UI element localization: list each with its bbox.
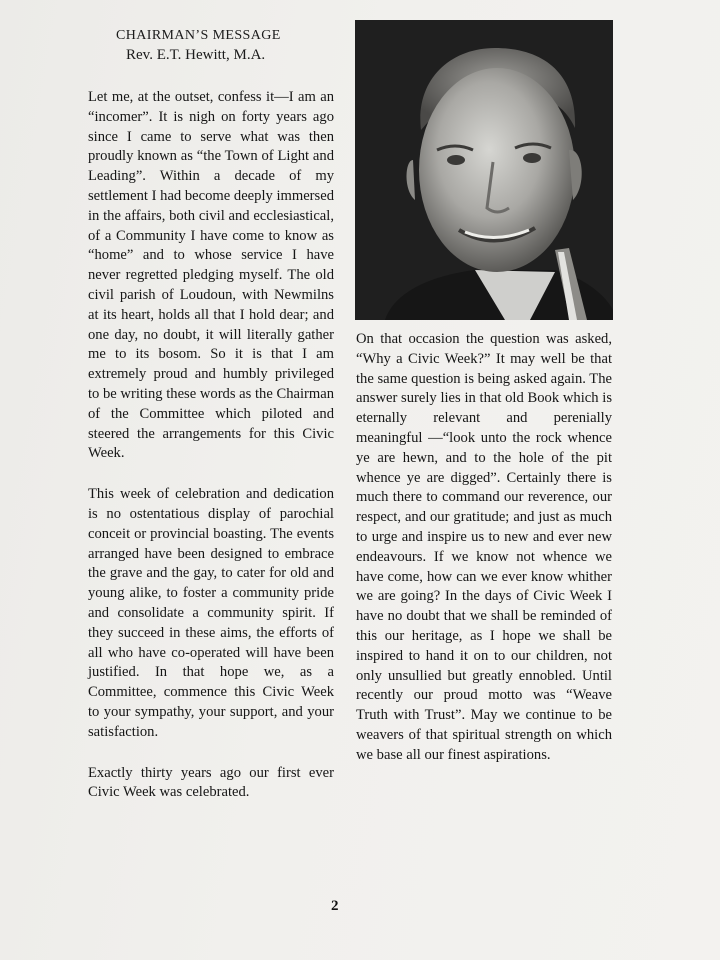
- author-byline: Rev. E.T. Hewitt, M.A.: [126, 47, 266, 63]
- paragraph-2: This week of celebration and dedication is no ostentatious display of parochial conceit or provincial boasting. The events arranged have been designed to embrace the grave and the gay, to cater for old and young alike, to foster a community pride and consolidate a community spirit. If they succeed in these aims, the efforts of all who have co-operated will have been justified. In that hope we, as a Committee, commence this Civic Week to your sympathy, your support, and your satisfaction.: [88, 486, 334, 740]
- page-number: 2: [331, 898, 339, 914]
- paragraph-1: Let me, at the outset, confess it—I am an “incomer”. It is nigh on forty years ago since I came to serve what was then proudly known as “the Town of Light and Leading”. Within a decade of my settlement I had become deeply immersed in the affairs, both civil and ecclesiastical, of a Community I have come to know as “home” and to whose service I have never regretted pledging myself. The old civil parish of Loudoun, with Newmilns at its heart, holds all that I hold dear; and one day, no doubt, it will literally gather me to its bosom. So it is that I am extremely proud and humbly privileged to be writing these words as the Chairman of the Committee which piloted and steered the arrangements for this Civic Week.: [88, 89, 335, 462]
- header: [112, 28, 312, 64]
- portrait-illustration: [355, 20, 613, 320]
- page-title: CHAIRMAN’S MESSAGE: [116, 28, 281, 43]
- right-column: [356, 330, 612, 766]
- paragraph-4: On that occasion the question was asked, “Why a Civic Week?” It may well be that the same question is being asked again. The answer surely lies in that old Book which is eternally relevant and perenially meaningful —“look unto the rock whence ye are hewn, and to the hole of the pit whence ye are digged”. Certainly there is much there to command our reverence, our respect, and our gratitude; and just as much to urge and inspire us to new and ever new endeavours. If we know not whence we have come, how can we ever know whither we are going? In the days of Civic Week I have no doubt that we shall be reminded of this our heritage, as I hope we shall be inspired to hand it on to our children, not only unsullied but greatly ennobled. Until recently our proud motto was “Weave Truth with Trust”. May we continue to be weavers of that spiritual strength on which we base all our finest aspirations.: [356, 331, 612, 763]
- left-column: [88, 88, 334, 803]
- paragraph-3: Exactly thirty years ago our first ever Civic Week was celebrated.: [88, 764, 334, 801]
- chairman-portrait-photo: [355, 20, 613, 320]
